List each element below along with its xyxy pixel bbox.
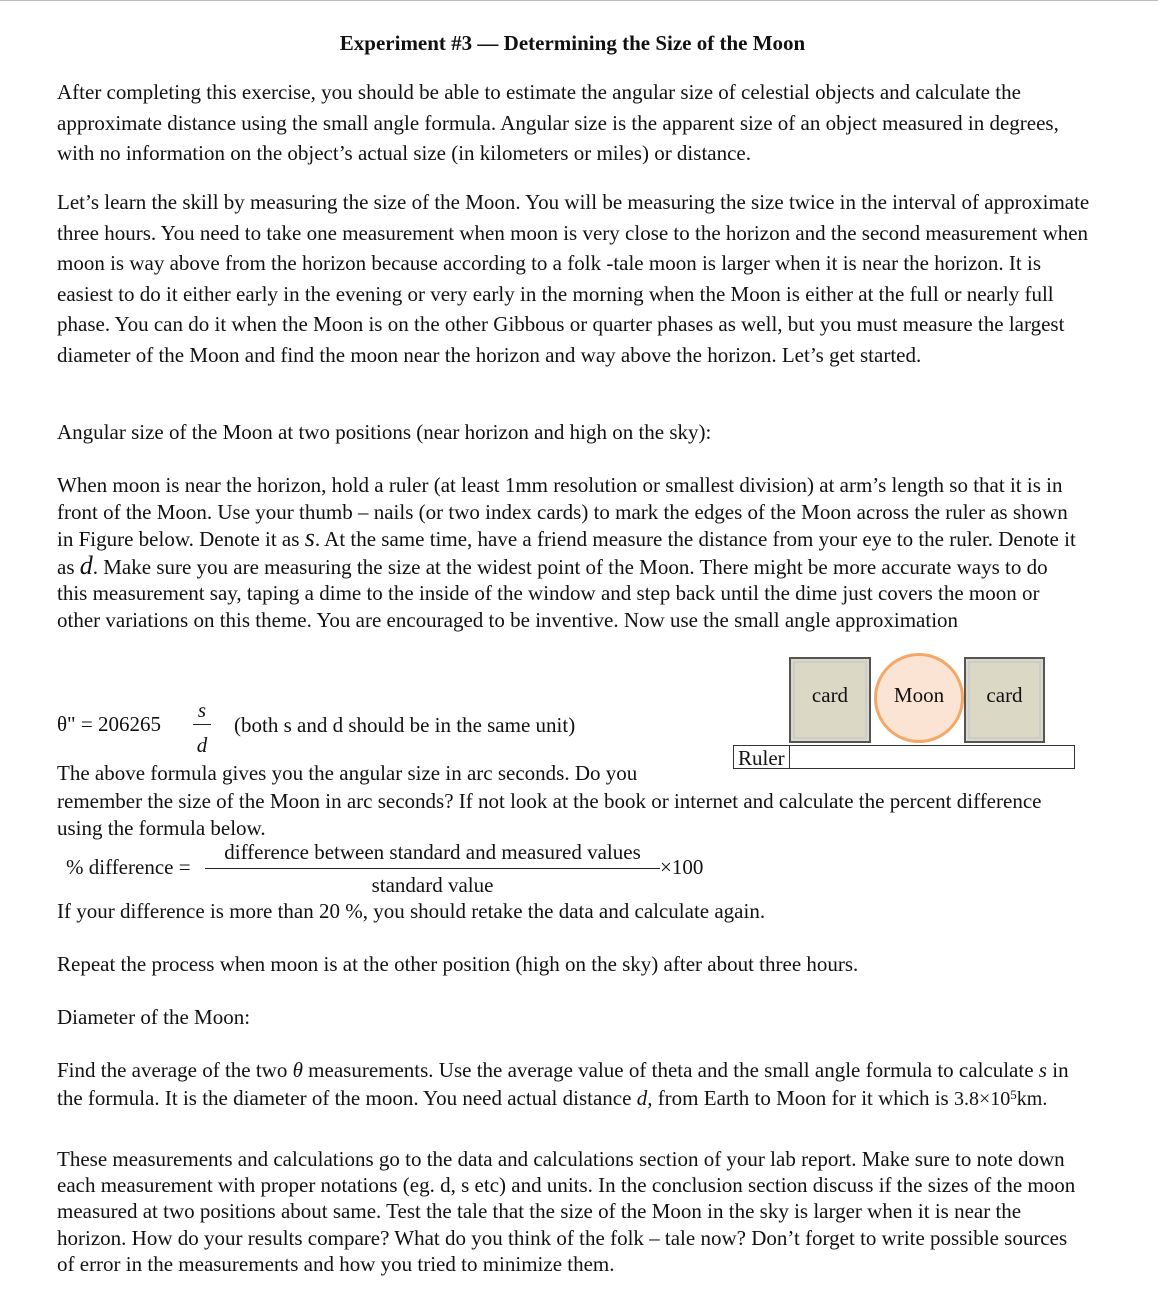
average-text-4: from Earth to Moon for it which is (652, 1085, 954, 1110)
variable-s: s (304, 523, 315, 553)
top-rule (0, 0, 1158, 1)
ruler-label: Ruler (733, 745, 790, 769)
percent-formula-denominator: standard value (371, 873, 494, 897)
repeat-instruction: Repeat the process when moon is at the other position (high on the sky) after about three hours. (57, 952, 859, 976)
formula-fraction-bar (193, 724, 211, 725)
percent-formula-lhs: % difference = (66, 855, 191, 879)
intro-paragraph: After completing this exercise, you should be able to estimate the angular size of celestial objects and calculate the approximate distance using the small angle formula. Angular size is the apparent size of an object measured in degrees, with no information on the object’s actual size (in kilometers or miles) or distance. (57, 80, 1059, 165)
variable-d-inline: d, (636, 1085, 653, 1110)
formula-numerator: s (197, 698, 207, 722)
closing-paragraph: These measurements and calculations go to the data and calculations section of your lab report. Make sure to note down each measurement with proper notations (eg. d, s etc) and units. In the conclusion section discuss if the sizes of the moon measured at two positions about same. Test the tale that the size of the Moon in the sky is larger when it is near the horizon. How do your results compare? What do you think of the folk – tale now? Don’t forget to write possible sources of error in the measurements and how you tried to minimize them. (57, 1147, 1076, 1276)
average-paragraph (57, 1057, 1077, 1113)
theta-symbol: θ (292, 1058, 303, 1082)
percent-formula-numerator: difference between standard and measured values (224, 840, 641, 864)
card-right: card (964, 657, 1045, 743)
distance-value (954, 1088, 1047, 1110)
distance-unit: km. (1016, 1087, 1048, 1110)
method-paragraph (57, 472, 1077, 634)
method-text-2: . At the same time, have a friend measure the distance from your eye to the ruler. Denote it as (57, 527, 1076, 579)
method-text-3: . Make sure you are measuring the size at the widest point of the Moon. There might be more accurate ways to do this measurement say, taping a dime to the inside of the window and step back until the dime just covers the moon or other variations on this theme. You are encouraged to be inventive. Now use the small angle approximation (57, 554, 1048, 632)
card-left: card (789, 657, 871, 743)
percent-formula-multiplier: ×100 (660, 855, 704, 879)
retake-instruction: If your difference is more than 20 %, you should retake the data and calculate again. (57, 899, 766, 923)
distance-base: 3.8×10 (953, 1087, 1011, 1110)
skill-paragraph: Let’s learn the skill by measuring the size of the Moon. You will be measuring the size twice in the interval of approximate three hours. You need to take one measurement when moon is very close to the horizon and the second measurement when moon is way above from the horizon because according to a folk -tale moon is larger when it is near the horizon. It is easiest to do it either early in the evening or very early in the morning when the Moon is either at the full or nearly full phase. You can do it when the Moon is on the other Gibbous or quarter phases as well, but you must measure the largest diameter of the Moon and find the moon near the horizon and way above the horizon. Let’s get started. (57, 190, 1090, 367)
average-text-2: measurements. Use the average value of theta and the small angle formula to calculate (302, 1058, 1039, 1082)
moon-circle: Moon (874, 653, 964, 743)
page-title: Experiment #3 — Determining the Size of the Moon (339, 31, 806, 55)
distance-exponent: 5 (1010, 1086, 1017, 1102)
percent-formula-fraction-bar (205, 868, 660, 869)
small-angle-formula-lhs: θ" = 206265 (57, 712, 161, 736)
diameter-heading: Diameter of the Moon: (57, 1005, 251, 1029)
formula-denominator: d (196, 733, 208, 757)
formula-unit-note: (both s and d should be in the same unit) (234, 713, 576, 737)
arcsec-text-line1: The above formula gives you the angular size in arc seconds. Do you (57, 761, 638, 785)
angular-size-heading: Angular size of the Moon at two positions (near horizon and high on the sky): (57, 420, 712, 444)
average-text-1: Find the average of the two (57, 1058, 293, 1082)
method-text-1: When moon is near the horizon, hold a ruler (at least 1mm resolution or smallest division) at arm’s length so that it is in front of the Moon. Use your thumb – nails (or two index cards) to mark the edges of the Moon across the ruler as shown in Figure below. Denote it as (57, 473, 1068, 552)
average-text-3: in the formula. It is the diameter of the moon. You need actual distance (57, 1058, 1069, 1110)
variable-d: d (79, 550, 93, 580)
arcsec-text-rest: remember the size of the Moon in arc seconds? If not look at the book or internet and calculate the percent difference using the formula below. (57, 789, 1042, 840)
variable-s-inline: s (1038, 1058, 1047, 1082)
